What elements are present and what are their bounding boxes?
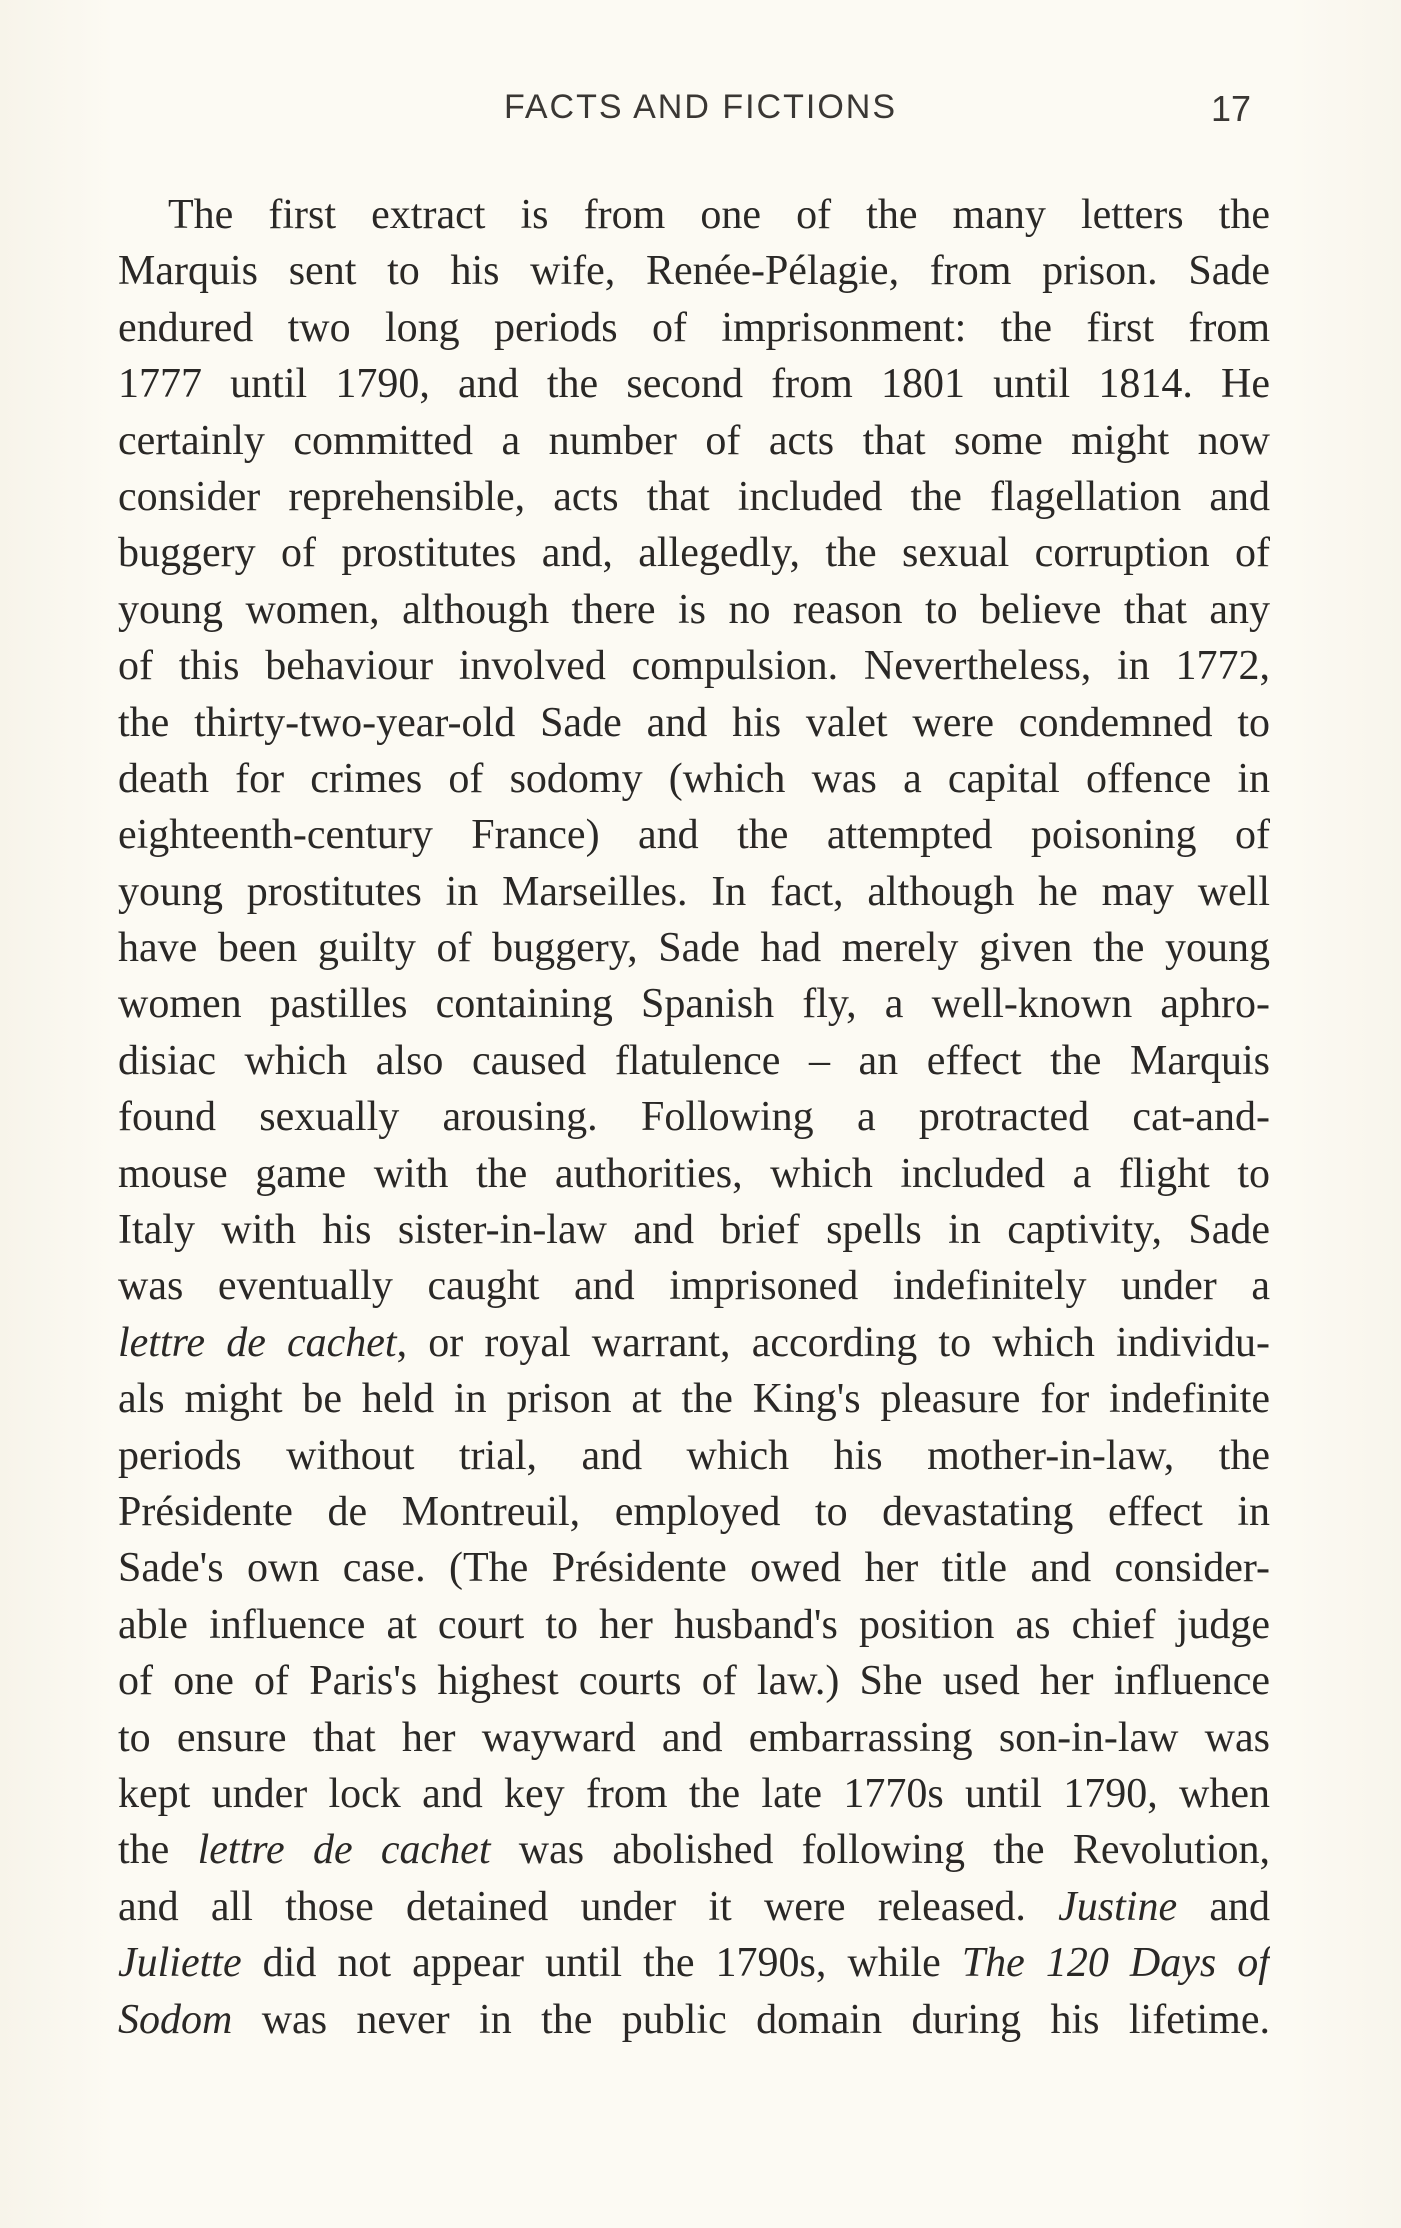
- text-run: certainly committed a number of acts that some might now: [118, 417, 1270, 464]
- text-line: [118, 1597, 1270, 1653]
- text-line: [118, 1202, 1270, 1258]
- text-line: [118, 1879, 1270, 1935]
- italic-text: Sodom: [118, 1996, 233, 2043]
- text-line: [118, 1766, 1270, 1822]
- text-line: [118, 1822, 1270, 1878]
- body-paragraph: [118, 187, 1270, 2048]
- text-run: young women, although there is no reason to believe that any: [118, 586, 1270, 633]
- text-run: disiac which also caused flatulence – an effect the Marquis: [118, 1037, 1270, 1084]
- text-run: found sexually arousing. Following a protracted cat-and-: [118, 1094, 1270, 1141]
- text-run: , or royal warrant, according to which individu-: [396, 1319, 1270, 1366]
- text-run: eighteenth-century France) and the attempted poisoning of: [118, 812, 1270, 859]
- italic-text: The 120 Days of: [961, 1940, 1270, 1987]
- text-run: have been guilty of buggery, Sade had merely given the young: [118, 925, 1270, 972]
- text-run: death for crimes of sodomy (which was a capital offence in: [118, 755, 1270, 802]
- text-run: to ensure that her wayward and embarrassing son-in-law was: [118, 1714, 1270, 1761]
- text-run: of one of Paris's highest courts of law.) She used her influence: [118, 1658, 1270, 1705]
- text-line: [118, 300, 1270, 356]
- text-line: [118, 1992, 1270, 2048]
- italic-text: Justine: [1058, 1883, 1178, 1930]
- italic-text: lettre de cachet: [118, 1319, 397, 1366]
- text-run: 1777 until 1790, and the second from 1801 until 1814. He: [118, 361, 1270, 408]
- text-run: and: [1177, 1883, 1270, 1930]
- text-run: mouse game with the authorities, which included a flight to: [118, 1150, 1270, 1197]
- text-line: [118, 469, 1270, 525]
- text-line: [118, 751, 1270, 807]
- text-run: Sade's own case. (The Présidente owed her title and consider-: [118, 1545, 1270, 1592]
- text-run: kept under lock and key from the late 1770s until 1790, when: [118, 1770, 1270, 1817]
- text-run: able influence at court to her husband's position as chief judge: [118, 1601, 1270, 1648]
- text-run: endured two long periods of imprisonment: the first from: [118, 304, 1270, 351]
- running-head-title: FACTS AND FICTIONS: [503, 88, 898, 126]
- text-line: [118, 1484, 1270, 1540]
- text-line: [118, 243, 1270, 299]
- text-line: [118, 356, 1270, 412]
- text-line: [118, 920, 1270, 976]
- text-run: periods without trial, and which his mother-in-law, the: [118, 1432, 1270, 1479]
- text-run: did not appear until the 1790s, while: [241, 1940, 962, 1987]
- text-line: [118, 525, 1270, 581]
- text-line: [118, 1428, 1270, 1484]
- text-run: The first extract is from one of the many letters the: [168, 192, 1270, 238]
- text-line: [118, 1146, 1270, 1202]
- text-line: [118, 1935, 1270, 1991]
- text-line: [118, 1653, 1270, 1709]
- text-run: of this behaviour involved compulsion. Nevertheless, in 1772,: [118, 643, 1270, 690]
- text-run: was never in the public domain during his lifetime.: [232, 1996, 1270, 2043]
- text-run: and all those detained under it were released.: [118, 1883, 1059, 1930]
- text-run: young prostitutes in Marseilles. In fact, although he may well: [118, 868, 1270, 915]
- text-run: was abolished following the Revolution,: [490, 1827, 1270, 1874]
- italic-text: lettre de cachet: [197, 1827, 491, 1874]
- text-line: [118, 976, 1270, 1032]
- text-run: Italy with his sister-in-law and brief spells in captivity, Sade: [118, 1207, 1270, 1254]
- text-line: [118, 413, 1270, 469]
- text-line: [118, 1033, 1270, 1089]
- text-run: the thirty-two-year-old Sade and his valet were condemned to: [118, 699, 1270, 746]
- page-number: 17: [1210, 88, 1251, 129]
- text-line: [118, 864, 1270, 920]
- text-run: als might be held in prison at the King's pleasure for indefinite: [118, 1376, 1270, 1423]
- text-run: was eventually caught and imprisoned indefinitely under a: [118, 1263, 1270, 1310]
- text-run: Présidente de Montreuil, employed to devastating effect in: [118, 1488, 1270, 1535]
- text-run: consider reprehensible, acts that included the flagellation and: [118, 473, 1270, 520]
- text-line: [118, 1371, 1270, 1427]
- text-line: [118, 582, 1270, 638]
- text-run: buggery of prostitutes and, allegedly, the sexual corruption of: [118, 530, 1270, 577]
- text-line: [118, 807, 1270, 863]
- running-head: [0, 88, 1401, 134]
- text-line: [118, 1540, 1270, 1596]
- text-line: [118, 1315, 1270, 1371]
- text-run: women pastilles containing Spanish fly, a well-known aphro-: [118, 981, 1270, 1028]
- text-run: the: [118, 1827, 198, 1874]
- text-line: [118, 1710, 1270, 1766]
- text-line: [118, 1089, 1270, 1145]
- text-run: Marquis sent to his wife, Renée-Pélagie, from prison. Sade: [118, 248, 1270, 295]
- text-line: [118, 187, 1270, 243]
- text-line: [118, 1258, 1270, 1314]
- text-line: [118, 638, 1270, 694]
- text-line: [118, 695, 1270, 751]
- italic-text: Juliette: [118, 1940, 242, 1987]
